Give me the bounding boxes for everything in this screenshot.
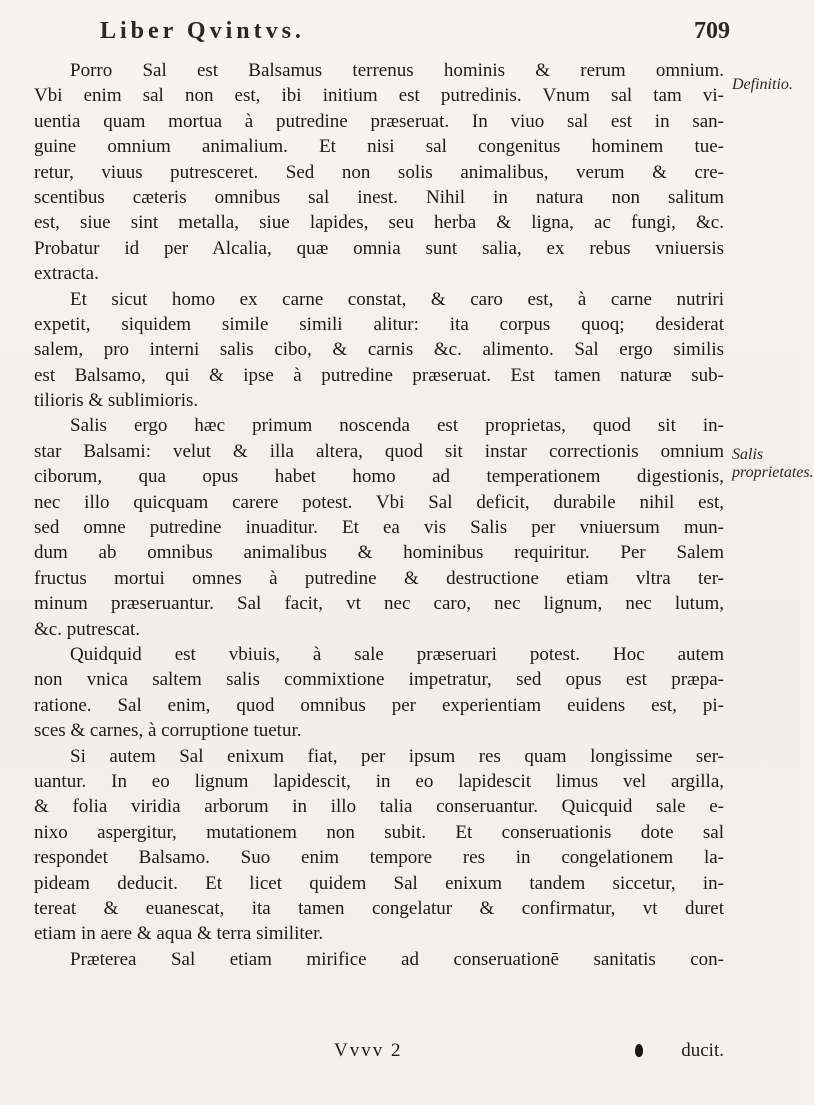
text-line: minum præseruantur. Sal facit, vt nec caro, nec lignum, nec lutum, xyxy=(34,593,724,615)
page-number: 709 xyxy=(694,18,730,44)
text-line: Salis ergo hæc primum noscenda est proprietas, quod sit in- xyxy=(70,415,724,437)
text-line: Quidquid est vbiuis, à sale præseruari potest. Hoc autem xyxy=(70,643,724,665)
paragraph-6 xyxy=(34,947,724,972)
text-line: respondet Balsamo. Suo enim tempore res in congelationem la- xyxy=(34,847,724,869)
marginal-note-definitio: Definitio. xyxy=(732,76,793,93)
text-line: & folia viridia arborum in illo talia conseruantur. Quicquid sale e- xyxy=(34,796,724,818)
signature-mark: Vvvv 2 xyxy=(334,1040,403,1061)
text-line: Porro Sal est Balsamus terrenus hominis & rerum omnium. xyxy=(70,60,724,81)
text-line: sed omne putredine inuaditur. Et ea vis Salis per vniuersum mun- xyxy=(34,517,724,539)
text-line: extracta. xyxy=(34,263,99,285)
text-line: Et sicut homo ex carne constat, & caro est, à carne nutriri xyxy=(70,288,724,310)
marginal-note-salis-proprietates: Salis proprietates. xyxy=(732,446,814,481)
ink-spot xyxy=(635,1044,643,1057)
text-line: tereat & euanescat, ita tamen congelatur & confirmatur, vt duret xyxy=(34,897,724,919)
text-line: tilioris & sublimioris. xyxy=(34,390,199,412)
text-line: retur, viuus putresceret. Sed non solis animalibus, verum & cre- xyxy=(34,161,724,183)
text-line: guine omnium animalium. Et nisi sal congenitus hominem tue- xyxy=(34,136,724,158)
text-line: expetit, siquidem simile simili alitur: ita corpus quoq; desiderat xyxy=(34,313,724,335)
text-line: Vbi enim sal non est, ibi initium est putredinis. Vnum sal tam vi- xyxy=(34,85,724,107)
text-line: non vnica saltem salis commixtione impetratur, sed opus est præpa- xyxy=(34,669,724,691)
running-title: Liber Qvintvs. xyxy=(100,18,305,44)
paragraph-2 xyxy=(34,287,724,414)
paragraph-1 xyxy=(34,58,724,287)
main-text xyxy=(34,58,724,972)
text-line: uantur. In eo lignum lapidescit, in eo lapidescit limus vel argilla, xyxy=(34,770,724,792)
catchword: ducit. xyxy=(681,1040,724,1061)
text-line: uentia quam mortua à putredine præseruat. In viuo sal est in san- xyxy=(34,110,724,132)
text-line: ratione. Sal enim, quod omnibus per experientiam euidens est, pi- xyxy=(34,694,724,716)
text-line: est, siue sint metalla, siue lapides, seu herba & ligna, ac fungi, &c. xyxy=(34,212,724,234)
text-line: dum ab omnibus animalibus & hominibus requiritur. Per Salem xyxy=(34,542,724,564)
text-line: nec illo quicquam carere potest. Vbi Sal deficit, durabile nihil est, xyxy=(34,491,724,513)
text-line: ciborum, qua opus habet homo ad temperationem digestionis, xyxy=(34,466,724,488)
paragraph-5 xyxy=(34,744,724,947)
paragraph-3 xyxy=(34,413,724,642)
page-footer xyxy=(34,1040,724,1070)
text-line: scentibus cæteris omnibus sal inest. Nihil in natura non salitum xyxy=(34,186,724,208)
text-line: sces & carnes, à corruptione tuetur. xyxy=(34,720,302,742)
paragraph-4 xyxy=(34,642,724,744)
text-line: star Balsami: velut & illa altera, quod sit instar correctionis omnium xyxy=(34,440,724,462)
text-line: est Balsamo, qui & ipse à putredine præseruat. Est tamen naturæ sub- xyxy=(34,364,724,386)
text-line: pideam deducit. Et licet quidem Sal enixum tandem siccetur, in- xyxy=(34,872,724,894)
text-line: nixo aspergitur, mutationem non subit. Et conseruationis dote sal xyxy=(34,821,724,843)
text-line: Probatur id per Alcalia, quæ omnia sunt salia, ex rebus vniuersis xyxy=(34,237,724,259)
text-line: Præterea Sal etiam mirifice ad conseruationē sanitatis con- xyxy=(70,948,724,970)
text-line: fructus mortui omnes à putredine & destructione etiam vltra ter- xyxy=(34,567,724,589)
text-line: &c. putrescat. xyxy=(34,618,141,640)
text-line: Si autem Sal enixum fiat, per ipsum res quam longissime ser- xyxy=(70,745,724,767)
page-header xyxy=(100,18,730,58)
text-line: salem, pro interni salis cibo, & carnis &c. alimento. Sal ergo similis xyxy=(34,339,724,361)
text-line: etiam in aere & aqua & terra similiter. xyxy=(34,923,324,945)
